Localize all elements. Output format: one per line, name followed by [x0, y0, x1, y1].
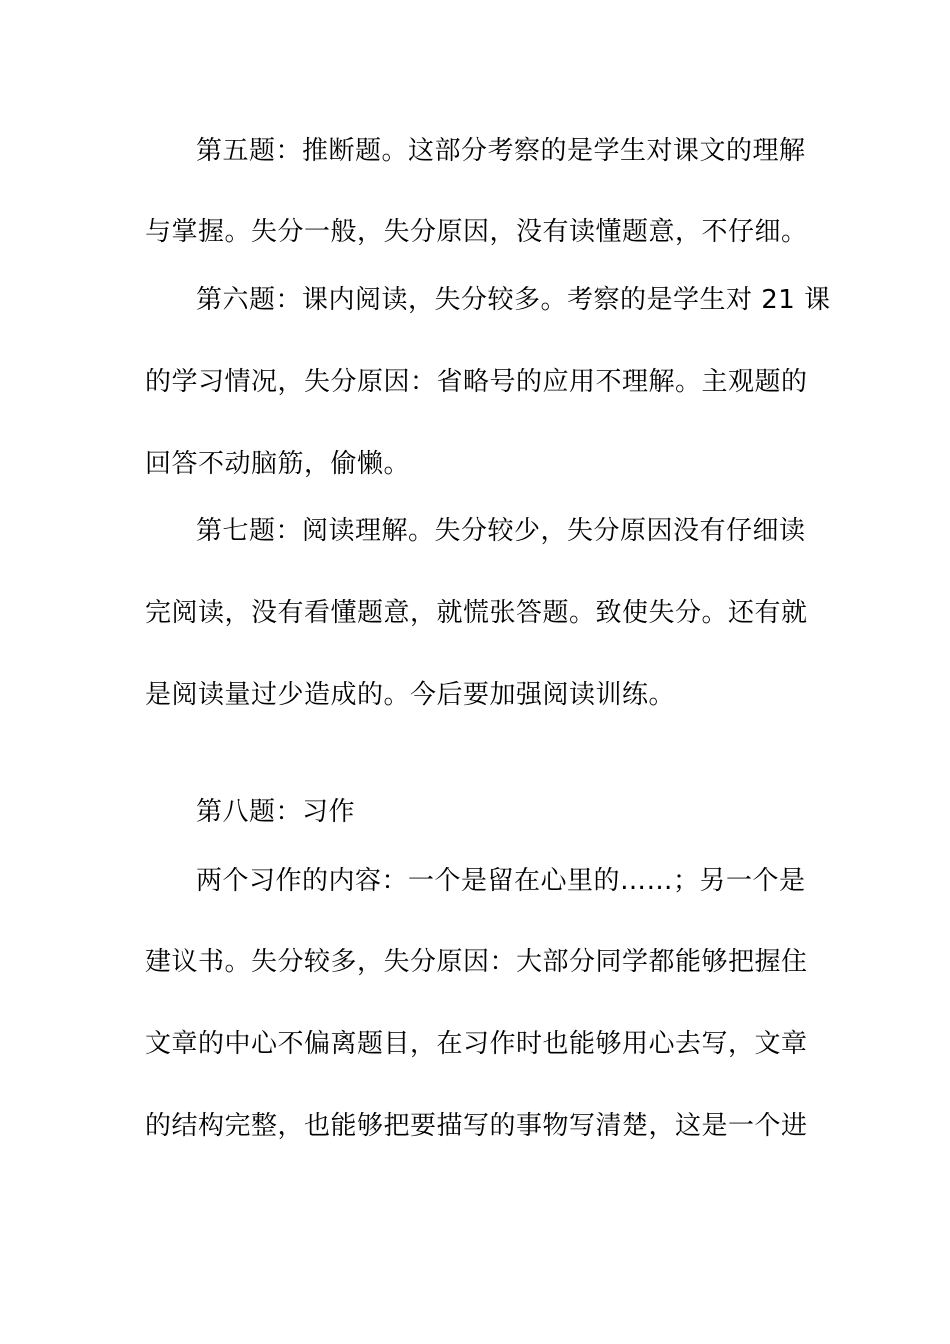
paragraph-q6-line-3: 回答不动脑筋，偷懒。	[145, 449, 411, 479]
paragraph-q7-line-2: 完阅读，没有看懂题意，就慌张答题。致使失分。还有就	[145, 598, 808, 628]
paragraph-q8-line-2: 建议书。失分较多，失分原因：大部分同学都能够把握住	[145, 947, 808, 977]
section-heading-q8: 第八题：习作	[196, 797, 356, 827]
paragraph-q5-line-2: 与掌握。失分一般，失分原因，没有读懂题意，不仔细。	[145, 217, 808, 247]
paragraph-q6-line-1: 第六题：课内阅读，失分较多。考察的是学生对 21 课	[196, 285, 831, 315]
paragraph-q8-line-3: 文章的中心不偏离题目，在习作时也能够用心去写，文章	[145, 1029, 808, 1059]
paragraph-q5-line-1: 第五题：推断题。这部分考察的是学生对课文的理解	[196, 136, 806, 166]
paragraph-q8-line-4: 的结构完整，也能够把要描写的事物写清楚，这是一个进	[145, 1111, 808, 1141]
paragraph-q7-line-1: 第七题：阅读理解。失分较少，失分原因没有仔细读	[196, 516, 806, 546]
paragraph-q8-line-1: 两个习作的内容：一个是留在心里的……；另一个是	[196, 866, 806, 896]
paragraph-q6-line-2: 的学习情况，失分原因：省略号的应用不理解。主观题的	[145, 367, 808, 397]
paragraph-q7-line-3: 是阅读量过少造成的。今后要加强阅读训练。	[145, 680, 676, 710]
